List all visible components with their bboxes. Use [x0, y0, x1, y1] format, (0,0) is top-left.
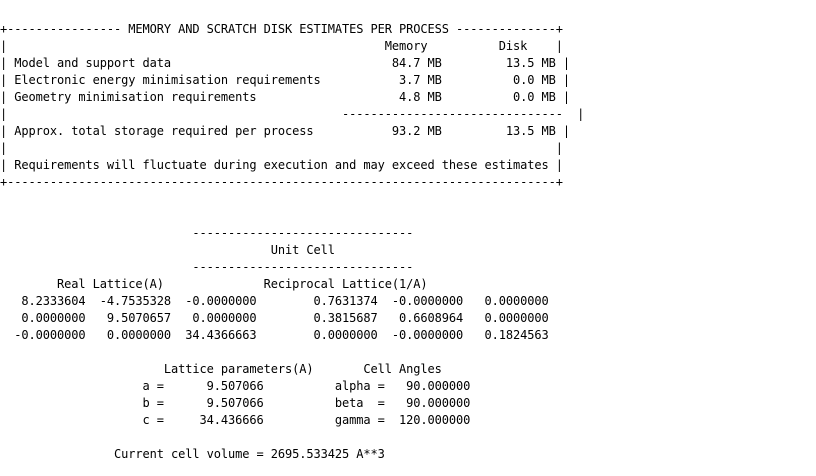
memory-row-electronic: | Electronic energy minimisation requirements 3.7 MB 0.0 MB |	[0, 73, 570, 87]
memory-row-total: | Approx. total storage required per process 93.2 MB 13.5 MB |	[0, 124, 570, 138]
lattice-row-1: 8.2333604 -4.7535328 -0.0000000 0.7631374 -0.0000000 0.0000000	[0, 294, 549, 308]
memory-table-separator: | ------------------------------- |	[0, 107, 585, 121]
lattice-parameter-b: b = 9.507066 beta = 90.000000	[0, 396, 471, 410]
memory-table-header-row: | Memory Disk |	[0, 39, 563, 53]
unit-cell-rule-bottom: -------------------------------	[0, 260, 414, 274]
memory-table-note: | Requirements will fluctuate during execution and may exceed these estimates |	[0, 158, 563, 172]
lattice-parameters-header: Lattice parameters(A) Cell Angles	[0, 362, 442, 376]
memory-table-bottom-border: +-----------------------------------------------------------------------------+	[0, 175, 563, 189]
memory-row-geometry: | Geometry minimisation requirements 4.8 MB 0.0 MB |	[0, 90, 570, 104]
lattice-row-2: 0.0000000 9.5070657 0.0000000 0.3815687 0.6608964 0.0000000	[0, 311, 549, 325]
unit-cell-rule-top: -------------------------------	[0, 226, 414, 240]
lattice-parameter-c: c = 34.436666 gamma = 120.000000	[0, 413, 471, 427]
lattice-parameter-a: a = 9.507066 alpha = 90.000000	[0, 379, 471, 393]
memory-table-top-border: +---------------- MEMORY AND SCRATCH DISK ESTIMATES PER PROCESS --------------+	[0, 22, 563, 36]
lattice-row-3: -0.0000000 0.0000000 34.4366663 0.0000000 -0.0000000 0.1824563	[0, 328, 549, 342]
lattice-column-headers: Real Lattice(A) Reciprocal Lattice(1/A)	[0, 277, 428, 291]
memory-row-model-support: | Model and support data 84.7 MB 13.5 MB |	[0, 56, 570, 70]
memory-table-blank-row: | |	[0, 141, 563, 155]
unit-cell-heading: Unit Cell	[0, 243, 335, 257]
cell-volume-line: Current cell volume = 2695.533425 A**3	[0, 447, 385, 461]
